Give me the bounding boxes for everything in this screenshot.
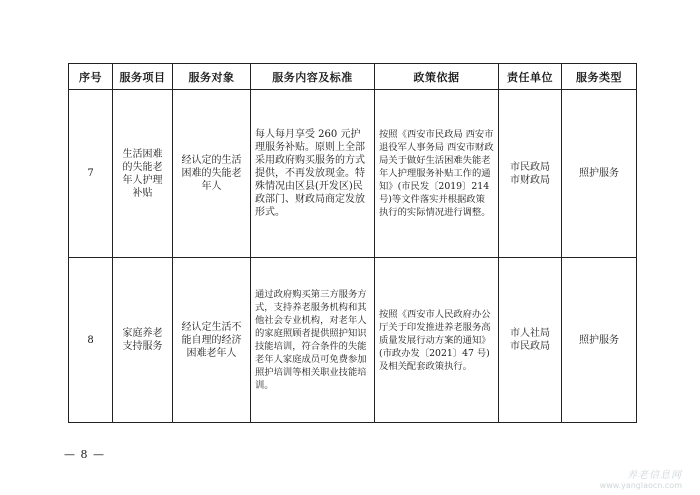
header-cell-item: 服务项目 [113, 64, 173, 90]
cell-target: 经认定的生活 困难的失能老 年人 [173, 90, 251, 258]
header-row [69, 64, 637, 90]
cell-unit: 市人社局 市民政局 [499, 258, 562, 423]
header-cell-type: 服务类型 [562, 64, 637, 90]
cell-item: 生活困难 的失能老 年人护理 补贴 [113, 90, 173, 258]
cell-no: 8 [69, 258, 113, 423]
cell-basis: 按照《西安市民政局 西安市退役军人事务局 西安市财政局关于做好生活困难失能老年人护理服务补贴工作的通知》(市民发〔2019〕214 号)等文件落实并根据政策执行的实际情况进行调整。 [375, 90, 499, 258]
table-row [69, 258, 637, 423]
header-cell-target: 服务对象 [173, 64, 251, 90]
watermark-url: www.yanglaocn.com [599, 481, 682, 490]
cell-content: 通过政府购买第三方服务方式，支持养老服务机构和其他社会专业机构，对老年人的家庭照顾者提供照护知识技能培训，符合条件的失能老年人家庭成员可免费参加照护培训等相关职业技能培训。 [251, 258, 375, 423]
header-cell-unit: 责任单位 [499, 64, 562, 90]
table-row [69, 90, 637, 258]
cell-content: 每人每月享受 260 元护理服务补贴。原则上全部采用政府购买服务的方式提供，不再发放现金。特殊情况由区县(开发区)民政部门、财政局商定发放形式。 [251, 90, 375, 258]
header-cell-no: 序号 [69, 64, 113, 90]
page-number: — 8 — [64, 448, 105, 461]
cell-target: 经认定生活不 能自理的经济 困难老年人 [173, 258, 251, 423]
header-cell-content: 服务内容及标准 [251, 64, 375, 90]
cell-basis: 按照《西安市人民政府办公厅关于印发推进养老服务高质量发展行动方案的通知》(市政办发〔2021〕47 号)及相关配套政策执行。 [375, 258, 499, 423]
cell-type: 照护服务 [562, 258, 637, 423]
service-table [68, 63, 637, 423]
table-header [69, 64, 637, 90]
cell-no: 7 [69, 90, 113, 258]
cell-type: 照护服务 [562, 90, 637, 258]
watermark-text: 养老信息网 [627, 470, 682, 481]
header-cell-basis: 政策依据 [375, 64, 499, 90]
cell-item: 家庭养老 支持服务 [113, 258, 173, 423]
cell-unit: 市民政局 市财政局 [499, 90, 562, 258]
watermark [600, 466, 682, 490]
